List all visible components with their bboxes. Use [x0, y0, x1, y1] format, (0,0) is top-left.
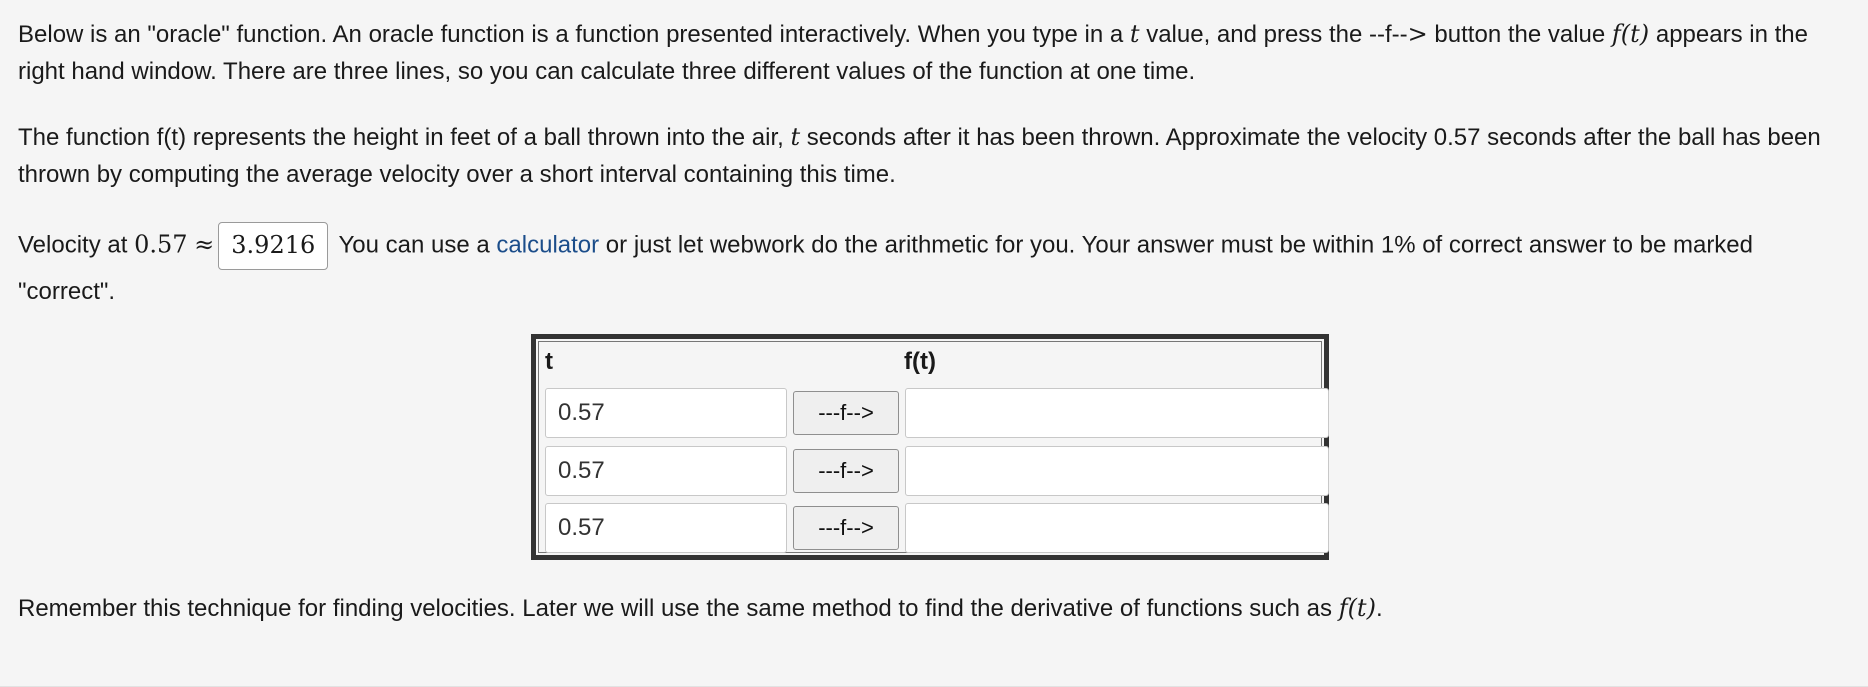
- closing-paragraph: [18, 590, 1848, 627]
- oracle-row: [545, 503, 1325, 555]
- evaluate-button[interactable]: ---f-->: [793, 506, 899, 550]
- problem-text-2: seconds after it has been thrown. Approximate the velocity 0.57 seconds after the ball has been thrown by computing the average velocity over a short interval containing this time.: [18, 124, 1821, 188]
- ft-symbol: f(t): [1338, 594, 1376, 622]
- oracle-row: [545, 388, 1325, 440]
- closing-text: Remember this technique for finding velocities. Later we will use the same method to find the derivative of functions such as: [18, 595, 1339, 622]
- evaluate-button[interactable]: ---f-->: [793, 449, 899, 493]
- oracle-table: [531, 334, 1329, 560]
- answer-input[interactable]: 3.9216: [218, 222, 328, 270]
- problem-text-1: The function f(t) represents the height in feet of a ball thrown into the air,: [18, 124, 791, 151]
- problem-paragraph: [18, 119, 1848, 193]
- answer-text-1: You can use a: [332, 231, 497, 259]
- header-ft: f(t): [904, 348, 936, 375]
- evaluate-button[interactable]: ---f-->: [793, 391, 899, 435]
- t-input[interactable]: [545, 388, 787, 438]
- t-symbol: t: [790, 123, 801, 151]
- answer-prefix: Velocity at: [18, 231, 135, 259]
- ft-output: [905, 388, 1329, 438]
- intro-text-3: button the value: [1427, 21, 1612, 48]
- intro-paragraph: [18, 16, 1848, 90]
- oracle-row: [545, 446, 1325, 498]
- header-t: t: [545, 348, 553, 375]
- approx-symbol: ≈: [194, 230, 215, 259]
- t-input[interactable]: [545, 446, 787, 496]
- ft-symbol: f(t): [1611, 20, 1650, 48]
- answer-paragraph: [18, 222, 1848, 314]
- ft-output: [905, 446, 1329, 496]
- ft-output: [905, 503, 1329, 553]
- calculator-link[interactable]: calculator: [496, 231, 600, 259]
- intro-text-1: Below is an "oracle" function. An oracle function is a function presented interactively. When you type in a: [18, 21, 1130, 48]
- gt-symbol: >: [1407, 20, 1428, 48]
- answer-text-2: or just let webwork do the arithmetic for you. Your answer must be within 1% of correct answer to be marked "correct".: [18, 231, 1754, 305]
- intro-text-2: value, and press the --f--: [1139, 21, 1408, 48]
- oracle-table-inner: [538, 341, 1322, 553]
- intro-text-4: appears in the right hand window. There are three lines, so you can calculate three different values of the function at one time.: [18, 21, 1808, 85]
- t-symbol: t: [1129, 20, 1140, 48]
- t-input[interactable]: [545, 503, 787, 553]
- closing-end: .: [1375, 595, 1383, 622]
- time-value: 0.57: [134, 230, 188, 259]
